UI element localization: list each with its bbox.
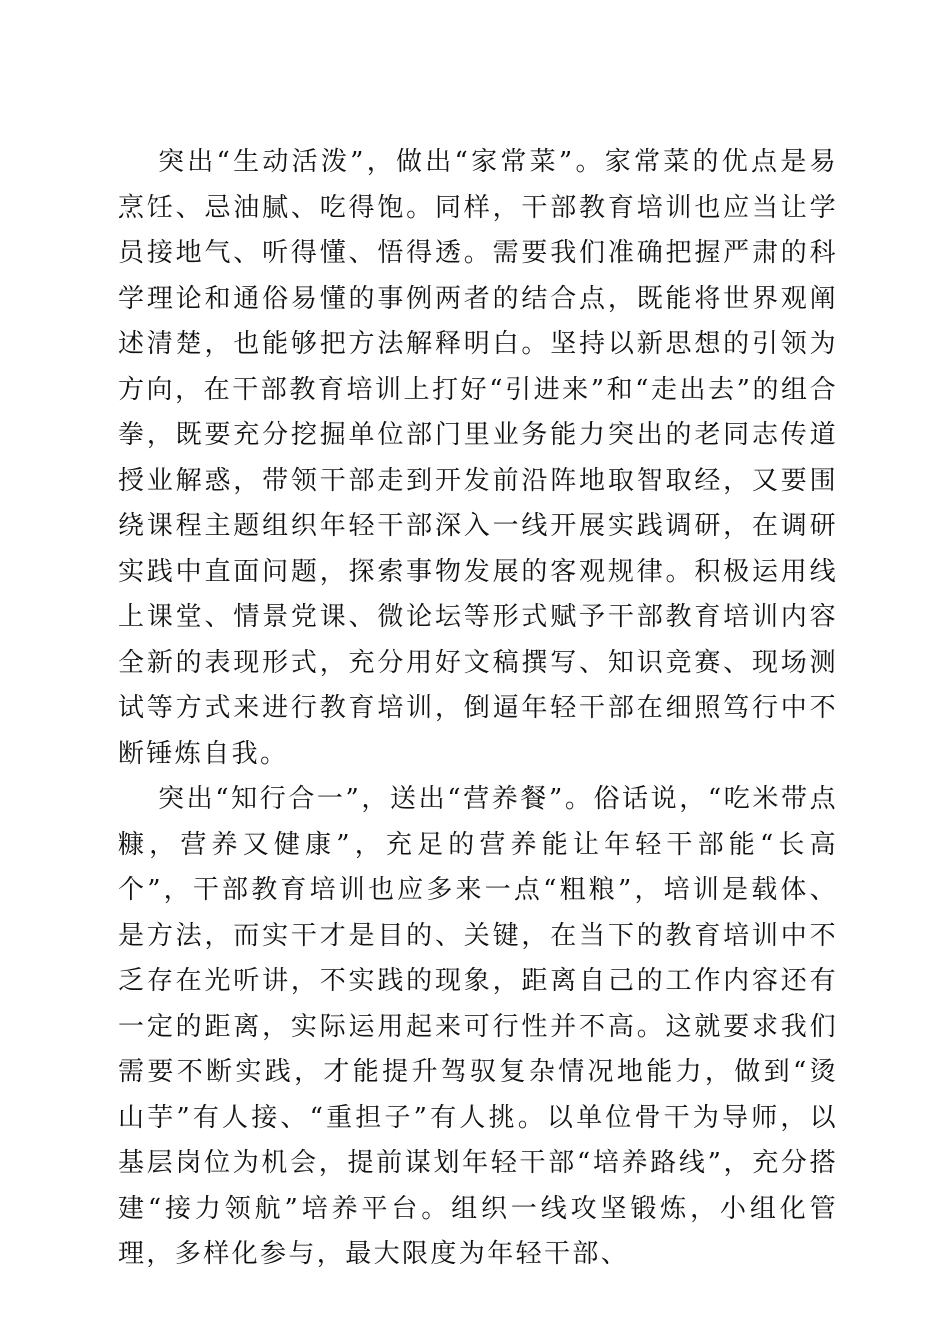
paragraph-home-cooking: 突出“生动活泼”，做出“家常菜”。家常菜的优点是易烹饪、忌油腻、吃得饱。同样，干部教育培训也应当让学员接地气、听得懂、悟得透。需要我们准确把握严肃的科学理论和通俗易懂的事例两者的结合点，既能将世界观阐述清楚，也能够把方法解释明白。坚持以新思想的引领为方向，在干部教育培训上打好“引进来”和“走出去”的组合拳，既要充分挖掘单位部门里业务能力突出的老同志传道授业解惑，带领干部走到开发前沿阵地取智取经，又要围绕课程主题组织年轻干部深入一线开展实践调研，在调研实践中直面问题，探索事物发展的客观规律。积极运用线上课堂、情景党课、微论坛等形式赋予干部教育培训内容全新的表现形式，充分用好文稿撰写、知识竞赛、现场测试等方式来进行教育培训，倒逼年轻干部在细照笃行中不断锤炼自我。 xyxy=(118,147,838,769)
paragraph-nutrition-meal: 突出“知行合一”，送出“营养餐”。俗话说，“吃米带点糠，营养又健康”，充足的营养能让年轻干部能“长高个”，干部教育培训也应多来一点“粗粮”，培训是载体、是方法，而实干才是目的、关键，在当下的教育培训中不乏存在光听讲，不实践的现象，距离自己的工作内容还有一定的距离，实际运用起来可行性并不高。这就要求我们需要不断实践，才能提升驾驭复杂情况地能力，做到“烫山芋”有人接、“重担子”有人挑。以单位骨干为导师，以基层岗位为机会，提前谋划年轻干部“培养路线”，充分搭建“接力领航”培养平台。组织一线攻坚锻炼，小组化管理，多样化参与，最大限度为年轻干部、 xyxy=(118,784,838,1269)
document-body xyxy=(118,140,838,1278)
